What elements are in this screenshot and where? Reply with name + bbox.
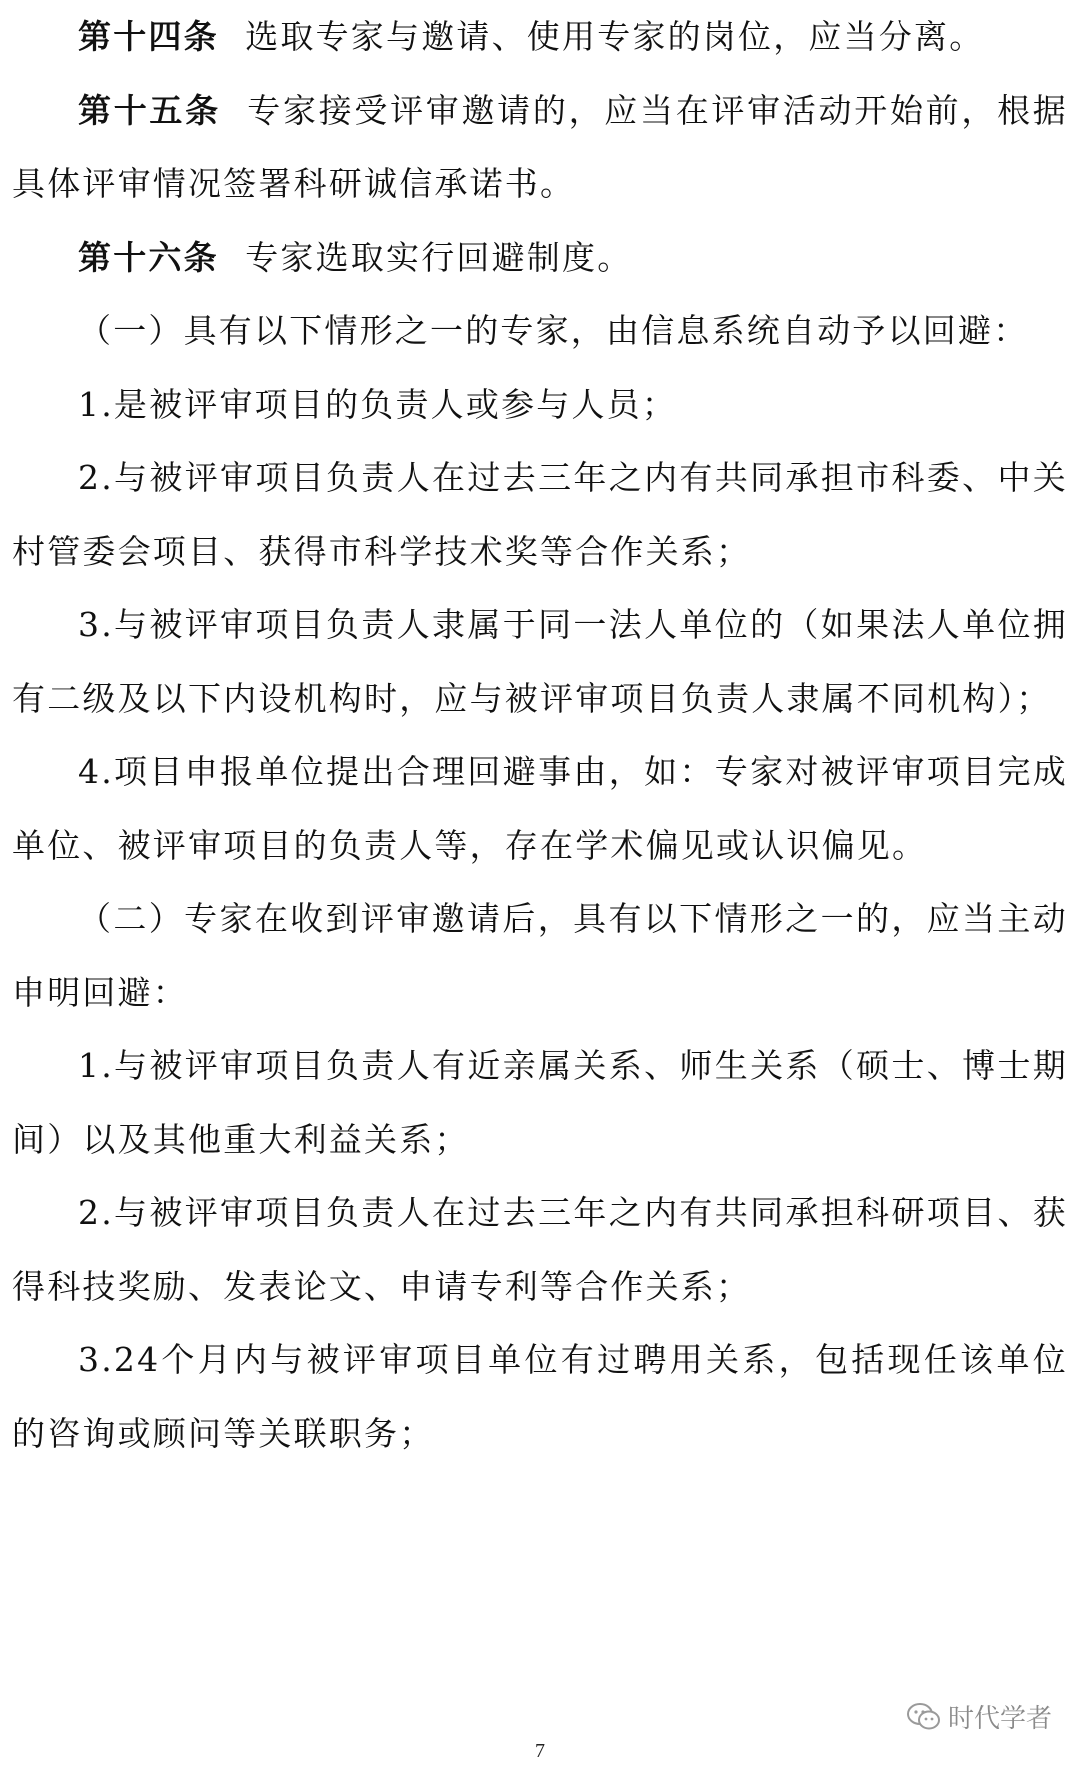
paragraph-item <box>12 368 1068 442</box>
article-heading: 第十六条 <box>78 237 219 277</box>
paragraph-item <box>12 1323 1068 1470</box>
watermark <box>906 1698 1052 1735</box>
paragraph-text: 2.与被评审项目负责人在过去三年之内有共同承担科研项目、获得科技奖励、发表论文、申请专利等合作关系； <box>12 1193 1068 1306</box>
paragraph-section-2 <box>12 882 1068 1029</box>
paragraph-text: 专家接受评审邀请的，应当在评审活动开始前，根据具体评审情况签署科研诚信承诺书。 <box>12 90 1068 203</box>
document-body <box>12 0 1068 1470</box>
paragraph-text: 3.24个月内与被评审项目单位有过聘用关系，包括现任该单位的咨询或顾问等关联职务； <box>12 1340 1068 1453</box>
paragraph-text: 3.与被评审项目负责人隶属于同一法人单位的（如果法人单位拥有二级及以下内设机构时，应与被评审项目负责人隶属不同机构）； <box>12 605 1068 718</box>
article-heading: 第十四条 <box>78 17 219 56</box>
paragraph-section-1 <box>12 294 1068 368</box>
paragraph-text: 1.是被评审项目的负责人或参与人员； <box>78 384 678 424</box>
paragraph-text: 专家选取实行回避制度。 <box>245 237 633 277</box>
paragraph-article-14 <box>12 0 1068 74</box>
paragraph-text: （一）具有以下情形之一的专家，由信息系统自动予以回避： <box>78 311 1029 350</box>
paragraph-text: 2.与被评审项目负责人在过去三年之内有共同承担市科委、中关村管委会项目、获得市科学技术奖等合作关系； <box>12 458 1068 571</box>
paragraph-article-15 <box>12 74 1068 221</box>
paragraph-text: 1.与被评审项目负责人有近亲属关系、师生关系（硕士、博士期间）以及其他重大利益关系； <box>12 1046 1068 1159</box>
paragraph-item <box>12 441 1068 588</box>
paragraph-item <box>12 735 1068 882</box>
paragraph-text: 4.项目申报单位提出合理回避事由，如：专家对被评审项目完成单位、被评审项目的负责人等，存在学术偏见或认识偏见。 <box>12 752 1068 865</box>
paragraph-item <box>12 1029 1068 1176</box>
paragraph-item <box>12 1176 1068 1323</box>
page-number: 7 <box>535 1740 545 1762</box>
paragraph-item <box>12 588 1068 735</box>
paragraph-text: （二）专家在收到评审邀请后，具有以下情形之一的，应当主动申明回避： <box>12 899 1068 1012</box>
paragraph-article-16 <box>12 221 1068 295</box>
wechat-icon <box>906 1702 942 1732</box>
watermark-text: 时代学者 <box>947 1704 1052 1734</box>
article-heading: 第十五条 <box>78 90 221 130</box>
paragraph-text: 选取专家与邀请、使用专家的岗位，应当分离。 <box>245 17 985 56</box>
